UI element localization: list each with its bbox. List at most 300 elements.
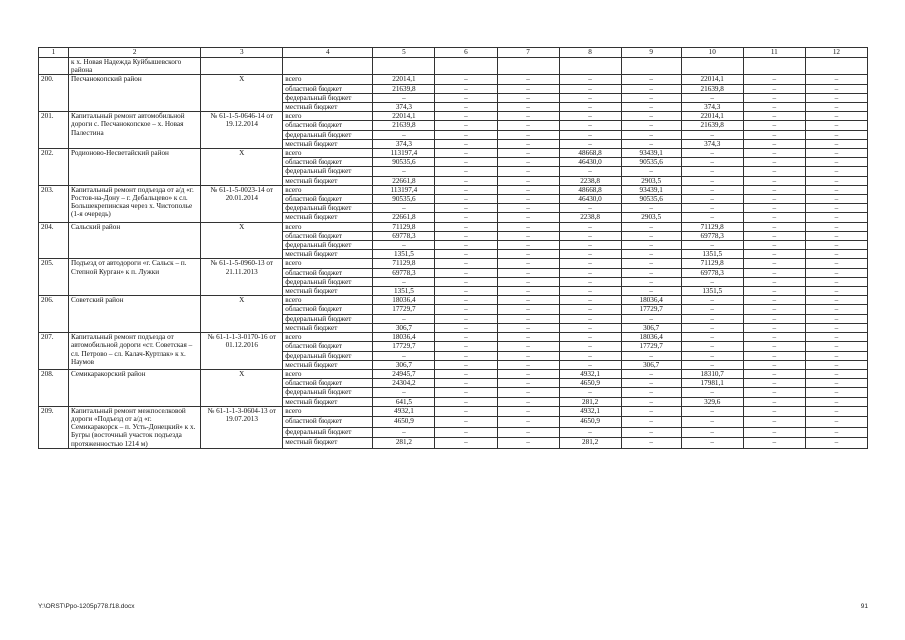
amount-cell: 46430,0 <box>559 158 621 167</box>
amount-cell: 22661,8 <box>373 176 435 185</box>
amount-cell: – <box>435 268 497 277</box>
expertise-document: № 61-1-1-3-0604-13 от 19.07.2013 <box>201 406 283 448</box>
amount-cell: – <box>497 351 559 360</box>
amount-cell: 374,3 <box>373 139 435 148</box>
amount-cell: – <box>435 241 497 250</box>
amount-cell: – <box>743 93 805 102</box>
amount-cell: – <box>805 213 867 222</box>
amount-cell: – <box>497 167 559 176</box>
row-number: 201. <box>39 112 69 149</box>
funding-source: областной бюджет <box>283 121 373 130</box>
amount-cell: – <box>559 231 621 240</box>
amount-cell: – <box>373 427 435 438</box>
amount-cell: – <box>805 305 867 314</box>
amount-cell: 71129,8 <box>373 222 435 231</box>
amount-cell: 69778,3 <box>681 231 743 240</box>
funding-source: местный бюджет <box>283 139 373 148</box>
amount-cell: – <box>805 158 867 167</box>
funding-source: федеральный бюджет <box>283 314 373 323</box>
amount-cell: – <box>681 406 743 417</box>
funding-source: местный бюджет <box>283 438 373 449</box>
column-number: 4 <box>283 48 373 58</box>
funding-source: местный бюджет <box>283 213 373 222</box>
object-name: Капитальный ремонт автомобильной дороги с. Песчанокопское – х. Новая Палестина <box>69 112 201 149</box>
row-number: 205. <box>39 259 69 296</box>
table-row <box>39 333 868 342</box>
amount-cell: 17729,7 <box>373 342 435 351</box>
amount-cell: – <box>621 250 681 259</box>
amount-cell: – <box>805 417 867 428</box>
amount-cell: – <box>743 369 805 378</box>
amount-cell: – <box>497 241 559 250</box>
amount-cell: – <box>559 75 621 84</box>
funding-source: федеральный бюджет <box>283 130 373 139</box>
amount-cell: – <box>497 388 559 397</box>
column-number: 5 <box>373 48 435 58</box>
amount-cell: – <box>743 388 805 397</box>
amount-cell: – <box>497 149 559 158</box>
amount-cell: – <box>681 388 743 397</box>
amount-cell: – <box>621 314 681 323</box>
amount-cell: 2903,5 <box>621 176 681 185</box>
amount-cell: – <box>497 103 559 112</box>
amount-cell: – <box>805 369 867 378</box>
amount-cell: – <box>743 427 805 438</box>
amount-cell: 4932,1 <box>373 406 435 417</box>
amount-cell: – <box>805 241 867 250</box>
amount-cell: – <box>681 195 743 204</box>
amount-cell: – <box>497 277 559 286</box>
funding-source: всего <box>283 259 373 268</box>
amount-cell: – <box>373 130 435 139</box>
amount-cell: – <box>621 204 681 213</box>
amount-cell: – <box>805 93 867 102</box>
amount-cell: – <box>435 93 497 102</box>
amount-cell: – <box>559 268 621 277</box>
column-number: 12 <box>805 48 867 58</box>
table-row <box>39 259 868 268</box>
amount-cell: – <box>681 149 743 158</box>
amount-cell: – <box>559 139 621 148</box>
amount-cell: – <box>805 139 867 148</box>
amount-cell: – <box>805 379 867 388</box>
amount-cell: – <box>497 406 559 417</box>
amount-cell: 21639,8 <box>373 84 435 93</box>
amount-cell: 71129,8 <box>681 259 743 268</box>
amount-cell: – <box>743 213 805 222</box>
amount-cell: – <box>681 333 743 342</box>
amount-cell: 374,3 <box>681 139 743 148</box>
amount-cell: – <box>435 158 497 167</box>
amount-cell: 21639,8 <box>681 84 743 93</box>
amount-cell: 46430,0 <box>559 195 621 204</box>
amount-cell: – <box>497 314 559 323</box>
amount-cell: – <box>559 241 621 250</box>
amount-cell: – <box>559 250 621 259</box>
column-number-row <box>39 48 868 58</box>
column-number: 8 <box>559 48 621 58</box>
object-name: Подъезд от автодороги «г. Сальск – п. Степной Курган» к п. Лужки <box>69 259 201 296</box>
amount-cell: – <box>559 427 621 438</box>
amount-cell: – <box>681 438 743 449</box>
amount-cell: – <box>373 167 435 176</box>
row-number: 203. <box>39 185 69 222</box>
amount-cell: – <box>621 241 681 250</box>
amount-cell: – <box>559 130 621 139</box>
funding-source: областной бюджет <box>283 342 373 351</box>
amount-cell: 17729,7 <box>373 305 435 314</box>
amount-cell: – <box>435 195 497 204</box>
document-path: Y:\ORST\Ppo-1205p778.f18.docx <box>38 603 135 610</box>
amount-cell: 18036,4 <box>621 296 681 305</box>
amount-cell: – <box>559 277 621 286</box>
amount-cell: – <box>621 406 681 417</box>
table-row <box>39 75 868 84</box>
amount-cell: 90535,6 <box>621 158 681 167</box>
amount-cell: 71129,8 <box>373 259 435 268</box>
amount-cell: – <box>621 397 681 406</box>
amount-cell: – <box>435 213 497 222</box>
funding-source: федеральный бюджет <box>283 241 373 250</box>
amount-cell: – <box>621 103 681 112</box>
amount-cell: 4932,1 <box>559 369 621 378</box>
funding-source: федеральный бюджет <box>283 167 373 176</box>
table-row <box>39 185 868 194</box>
amount-cell: 18036,4 <box>373 296 435 305</box>
expertise-document: X <box>201 296 283 333</box>
amount-cell: 1351,5 <box>681 250 743 259</box>
amount-cell: – <box>621 268 681 277</box>
budget-table <box>38 47 868 449</box>
row-number: 204. <box>39 222 69 259</box>
amount-cell: – <box>743 277 805 286</box>
object-name: Семикаракорский район <box>69 369 201 406</box>
amount-cell: 48668,8 <box>559 149 621 158</box>
column-number: 11 <box>743 48 805 58</box>
object-name: Капитальный ремонт подъезда от автомобильной дороги «ст. Советская – сл. Петрово – сл. Калач-Куртлак» к х. Наумов <box>69 333 201 370</box>
amount-cell: – <box>743 333 805 342</box>
amount-cell: 93439,1 <box>621 149 681 158</box>
continuation-text: к х. Новая Надежда Куйбышевского района <box>69 58 201 75</box>
amount-cell: – <box>805 438 867 449</box>
funding-source: местный бюджет <box>283 103 373 112</box>
amount-cell: – <box>681 277 743 286</box>
funding-source: федеральный бюджет <box>283 427 373 438</box>
funding-source: всего <box>283 296 373 305</box>
table-row <box>39 112 868 121</box>
amount-cell: 281,2 <box>559 438 621 449</box>
amount-cell: 17729,7 <box>621 305 681 314</box>
amount-cell: – <box>497 438 559 449</box>
amount-cell: – <box>621 259 681 268</box>
amount-cell: – <box>743 314 805 323</box>
amount-cell: – <box>435 176 497 185</box>
amount-cell: – <box>435 277 497 286</box>
amount-cell: 1351,5 <box>681 287 743 296</box>
amount-cell: – <box>497 204 559 213</box>
amount-cell: – <box>805 314 867 323</box>
amount-cell: – <box>743 84 805 93</box>
amount-cell: – <box>559 287 621 296</box>
expertise-document: № 61-1-5-0646-14 от 19.12.2014 <box>201 112 283 149</box>
amount-cell: – <box>681 314 743 323</box>
amount-cell: – <box>621 438 681 449</box>
amount-cell: – <box>621 167 681 176</box>
amount-cell: – <box>559 204 621 213</box>
amount-cell: – <box>373 277 435 286</box>
amount-cell: – <box>681 213 743 222</box>
amount-cell: – <box>621 287 681 296</box>
amount-cell: – <box>435 84 497 93</box>
amount-cell: – <box>805 204 867 213</box>
funding-source: местный бюджет <box>283 176 373 185</box>
amount-cell: – <box>559 342 621 351</box>
funding-source: областной бюджет <box>283 268 373 277</box>
funding-source: федеральный бюджет <box>283 388 373 397</box>
table-row <box>39 406 868 417</box>
amount-cell: 18310,7 <box>681 369 743 378</box>
amount-cell: – <box>743 379 805 388</box>
amount-cell: – <box>805 406 867 417</box>
table-row <box>39 369 868 378</box>
amount-cell: – <box>681 185 743 194</box>
amount-cell: – <box>559 259 621 268</box>
funding-source: всего <box>283 369 373 378</box>
amount-cell: 4932,1 <box>559 406 621 417</box>
amount-cell: – <box>681 427 743 438</box>
amount-cell: 69778,3 <box>373 231 435 240</box>
amount-cell: – <box>805 121 867 130</box>
amount-cell: – <box>621 75 681 84</box>
amount-cell: – <box>621 379 681 388</box>
amount-cell: – <box>435 379 497 388</box>
funding-source: всего <box>283 149 373 158</box>
funding-source: областной бюджет <box>283 305 373 314</box>
amount-cell: – <box>805 84 867 93</box>
amount-cell: – <box>743 241 805 250</box>
amount-cell: – <box>435 259 497 268</box>
amount-cell: – <box>435 417 497 428</box>
amount-cell: – <box>621 93 681 102</box>
amount-cell: – <box>497 379 559 388</box>
amount-cell: – <box>743 231 805 240</box>
object-name: Сальский район <box>69 222 201 259</box>
funding-source: местный бюджет <box>283 250 373 259</box>
row-number: 202. <box>39 149 69 186</box>
amount-cell: – <box>743 406 805 417</box>
amount-cell: – <box>497 417 559 428</box>
amount-cell: – <box>743 250 805 259</box>
amount-cell: – <box>621 277 681 286</box>
amount-cell: – <box>743 323 805 332</box>
amount-cell: – <box>497 397 559 406</box>
object-name: Родионово-Несветайский район <box>69 149 201 186</box>
object-name: Песчанокопский район <box>69 75 201 112</box>
amount-cell: – <box>559 84 621 93</box>
amount-cell: 24945,7 <box>373 369 435 378</box>
amount-cell: – <box>497 268 559 277</box>
amount-cell: – <box>621 351 681 360</box>
amount-cell: – <box>435 112 497 121</box>
amount-cell: 69778,3 <box>373 268 435 277</box>
amount-cell: – <box>435 314 497 323</box>
amount-cell: – <box>743 112 805 121</box>
amount-cell: 1351,5 <box>373 287 435 296</box>
amount-cell: – <box>681 342 743 351</box>
amount-cell: – <box>497 360 559 369</box>
amount-cell: – <box>497 323 559 332</box>
object-name: Советский район <box>69 296 201 333</box>
amount-cell: – <box>743 149 805 158</box>
expertise-document: X <box>201 149 283 186</box>
amount-cell: – <box>681 204 743 213</box>
amount-cell: – <box>743 139 805 148</box>
amount-cell: – <box>681 130 743 139</box>
amount-cell: – <box>435 360 497 369</box>
row-number: 200. <box>39 75 69 112</box>
amount-cell: – <box>559 314 621 323</box>
amount-cell: – <box>743 195 805 204</box>
amount-cell: – <box>435 388 497 397</box>
amount-cell: 48668,8 <box>559 185 621 194</box>
amount-cell: – <box>435 296 497 305</box>
amount-cell: – <box>435 351 497 360</box>
amount-cell: – <box>743 204 805 213</box>
amount-cell: – <box>805 103 867 112</box>
page-number: 91 <box>860 603 868 610</box>
amount-cell: – <box>743 259 805 268</box>
object-name: Капитальный ремонт подъезда от а/д «г. Ростов-на-Дону – г. Дебальцево» к сл. Большекрепинская через х. Чистополье (1-я очередь) <box>69 185 201 222</box>
amount-cell: 24304,2 <box>373 379 435 388</box>
amount-cell: 306,7 <box>373 323 435 332</box>
amount-cell: – <box>743 305 805 314</box>
amount-cell: – <box>497 231 559 240</box>
amount-cell: – <box>805 277 867 286</box>
amount-cell: – <box>497 93 559 102</box>
amount-cell: 22014,1 <box>373 75 435 84</box>
column-number: 7 <box>497 48 559 58</box>
amount-cell: – <box>497 112 559 121</box>
amount-cell: – <box>743 130 805 139</box>
amount-cell: – <box>681 351 743 360</box>
amount-cell: – <box>497 259 559 268</box>
funding-source: федеральный бюджет <box>283 277 373 286</box>
amount-cell: – <box>681 93 743 102</box>
column-number: 1 <box>39 48 69 58</box>
amount-cell: – <box>743 397 805 406</box>
expertise-document: № 61-1-5-0023-14 от 20.01.2014 <box>201 185 283 222</box>
amount-cell: – <box>681 241 743 250</box>
amount-cell: – <box>497 185 559 194</box>
amount-cell: 18036,4 <box>373 333 435 342</box>
funding-source: местный бюджет <box>283 323 373 332</box>
amount-cell: 281,2 <box>373 438 435 449</box>
amount-cell: – <box>497 287 559 296</box>
amount-cell: – <box>681 176 743 185</box>
amount-cell: – <box>497 369 559 378</box>
amount-cell: 2238,8 <box>559 213 621 222</box>
amount-cell: – <box>743 287 805 296</box>
funding-source: всего <box>283 333 373 342</box>
row-number: 208. <box>39 369 69 406</box>
funding-source: местный бюджет <box>283 287 373 296</box>
amount-cell: 1351,5 <box>373 250 435 259</box>
amount-cell: – <box>435 397 497 406</box>
amount-cell: – <box>805 259 867 268</box>
funding-source: областной бюджет <box>283 379 373 388</box>
amount-cell: – <box>621 112 681 121</box>
amount-cell: – <box>805 296 867 305</box>
amount-cell: – <box>559 388 621 397</box>
amount-cell: – <box>621 388 681 397</box>
amount-cell: – <box>435 406 497 417</box>
amount-cell: – <box>621 84 681 93</box>
amount-cell: – <box>805 250 867 259</box>
amount-cell: – <box>435 305 497 314</box>
amount-cell: – <box>497 75 559 84</box>
amount-cell: – <box>435 167 497 176</box>
amount-cell: – <box>743 342 805 351</box>
amount-cell: – <box>805 287 867 296</box>
amount-cell: 113197,4 <box>373 149 435 158</box>
amount-cell: – <box>743 167 805 176</box>
amount-cell: – <box>559 360 621 369</box>
amount-cell: 17729,7 <box>621 342 681 351</box>
amount-cell: – <box>373 388 435 397</box>
amount-cell: – <box>435 222 497 231</box>
funding-source: областной бюджет <box>283 84 373 93</box>
amount-cell: – <box>681 296 743 305</box>
amount-cell: – <box>805 351 867 360</box>
amount-cell: – <box>497 213 559 222</box>
amount-cell: 22014,1 <box>681 75 743 84</box>
amount-cell: 4650,9 <box>373 417 435 428</box>
amount-cell: – <box>681 323 743 332</box>
amount-cell: – <box>435 75 497 84</box>
amount-cell: – <box>497 333 559 342</box>
amount-cell: – <box>805 130 867 139</box>
amount-cell: 641,5 <box>373 397 435 406</box>
amount-cell: – <box>435 369 497 378</box>
amount-cell: – <box>743 360 805 369</box>
amount-cell: – <box>805 397 867 406</box>
amount-cell: – <box>805 360 867 369</box>
amount-cell: – <box>497 121 559 130</box>
funding-source: всего <box>283 185 373 194</box>
funding-source: областной бюджет <box>283 417 373 428</box>
amount-cell: – <box>743 121 805 130</box>
amount-cell: – <box>805 167 867 176</box>
amount-cell: – <box>743 103 805 112</box>
amount-cell: 374,3 <box>373 103 435 112</box>
funding-source: местный бюджет <box>283 360 373 369</box>
amount-cell: – <box>559 333 621 342</box>
funding-source: всего <box>283 112 373 121</box>
amount-cell: – <box>805 176 867 185</box>
funding-source: федеральный бюджет <box>283 204 373 213</box>
amount-cell: – <box>435 185 497 194</box>
amount-cell: – <box>621 222 681 231</box>
amount-cell: 306,7 <box>373 360 435 369</box>
amount-cell: 374,3 <box>681 103 743 112</box>
amount-cell: – <box>805 185 867 194</box>
column-number: 3 <box>201 48 283 58</box>
amount-cell: – <box>497 342 559 351</box>
amount-cell: 18036,4 <box>621 333 681 342</box>
funding-source: местный бюджет <box>283 397 373 406</box>
amount-cell: – <box>743 222 805 231</box>
amount-cell: – <box>621 417 681 428</box>
